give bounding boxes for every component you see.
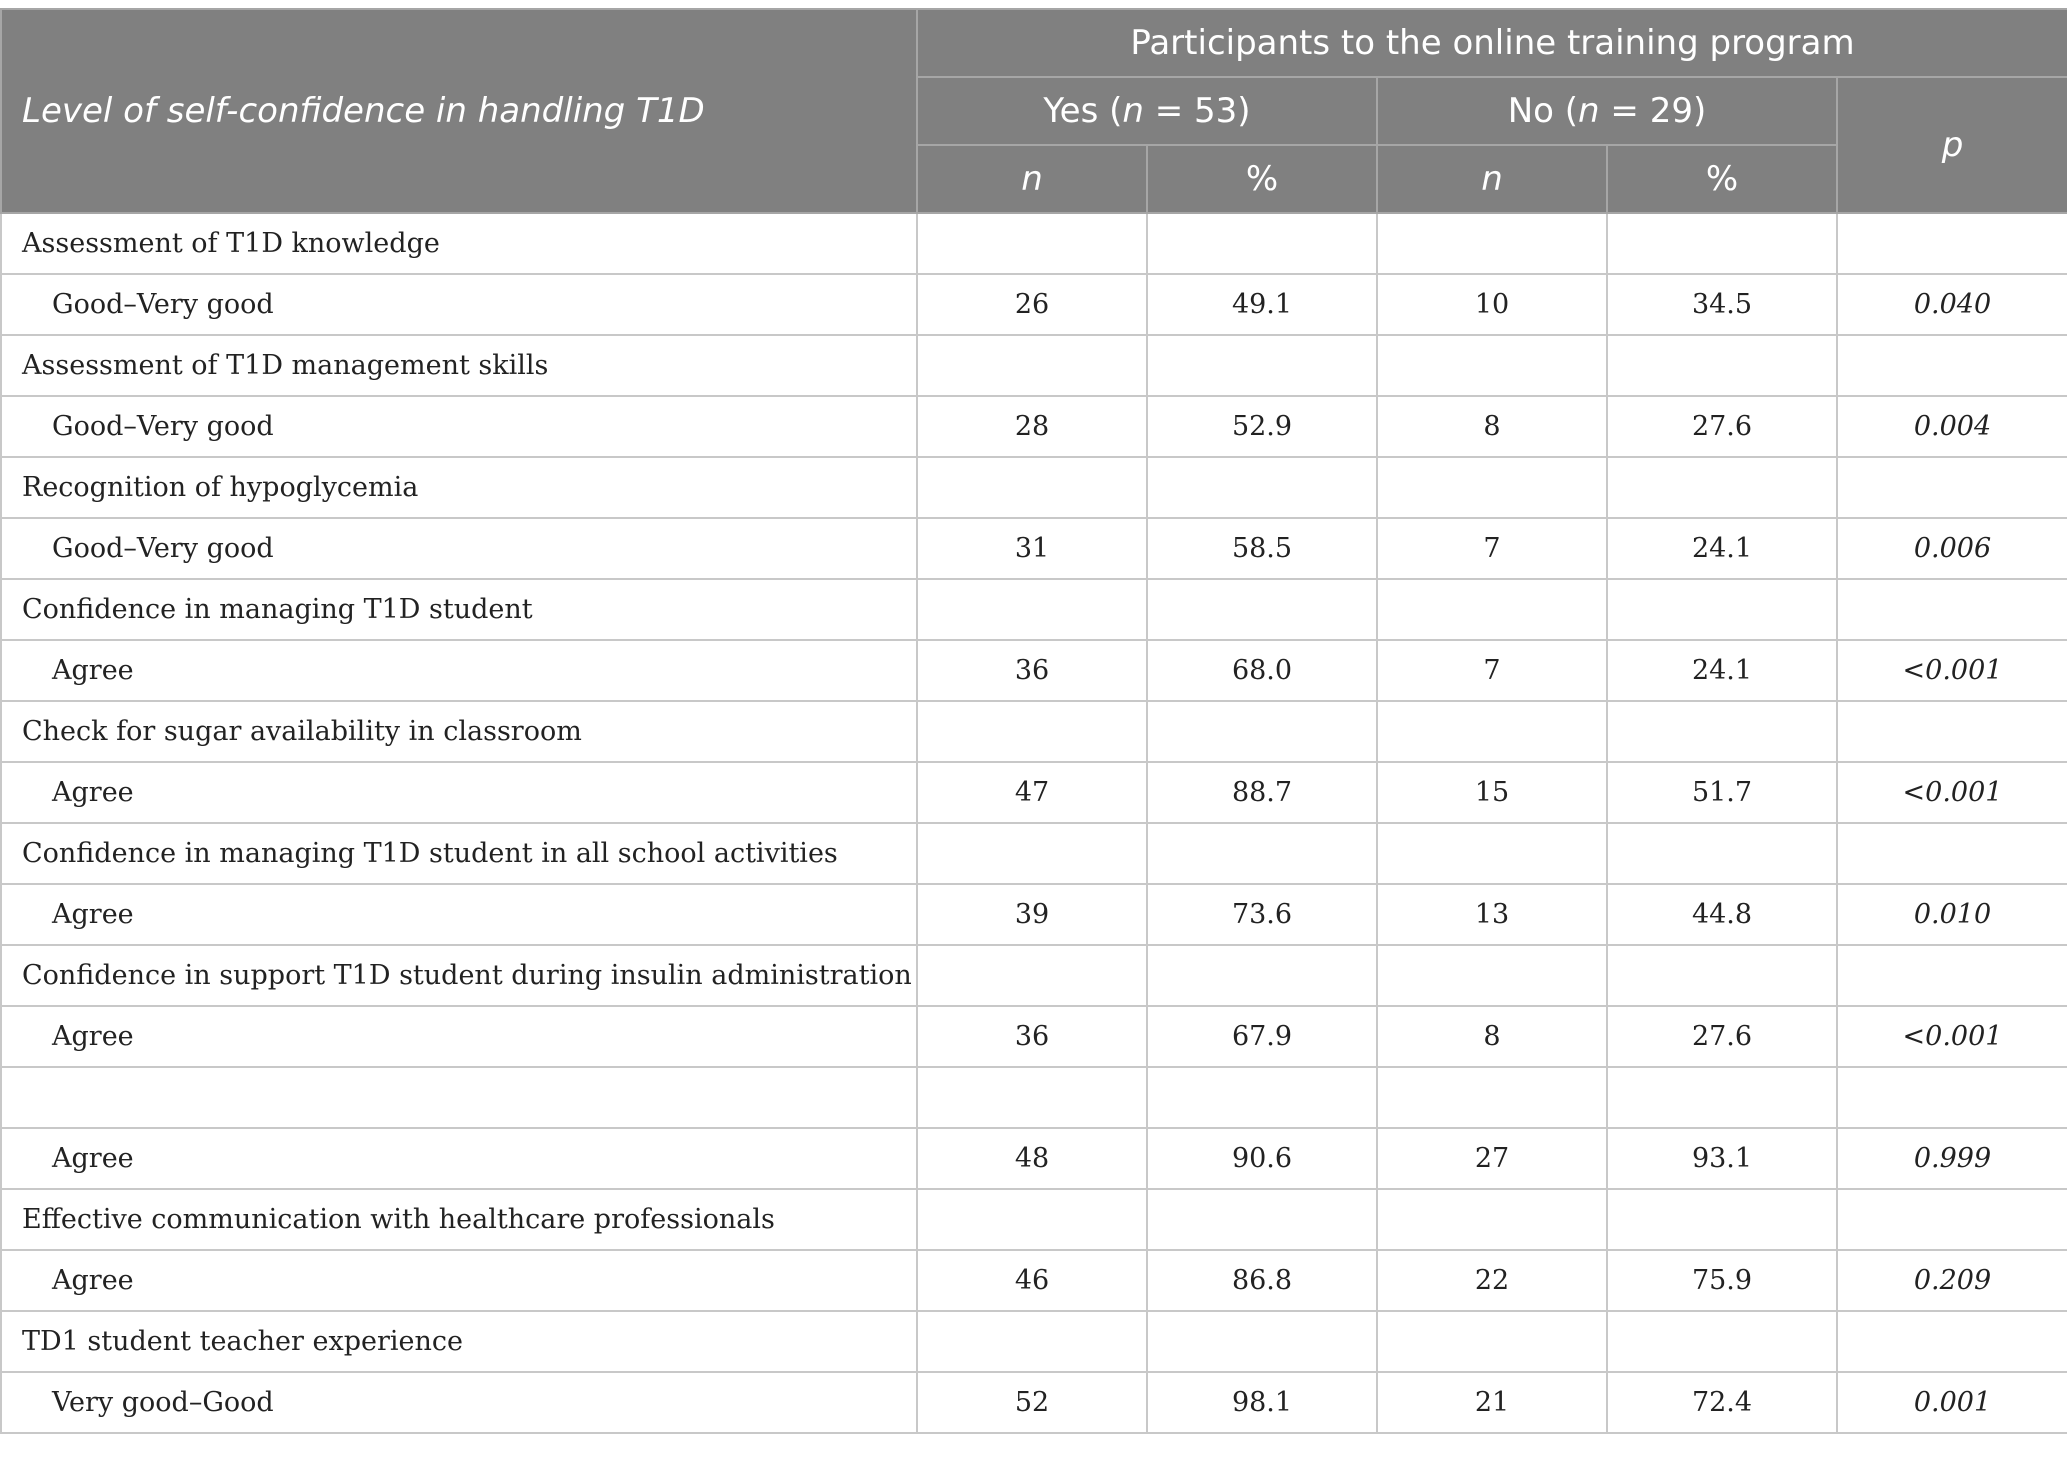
yes-group-header xyxy=(917,77,1377,145)
yes-n-cell: 39 xyxy=(917,884,1147,945)
yes-n-value: = 53) xyxy=(1143,91,1251,131)
empty-cell xyxy=(1147,579,1377,640)
empty-cell xyxy=(917,1067,1147,1128)
yes-n-cell: 52 xyxy=(917,1372,1147,1433)
empty-cell xyxy=(917,1311,1147,1372)
no-n-cell: 8 xyxy=(1377,1006,1607,1067)
table-row-values xyxy=(1,274,2067,335)
row-category-label: Effective communication with healthcare professionals xyxy=(1,1189,917,1250)
empty-cell xyxy=(1377,579,1607,640)
table-row-values xyxy=(1,762,2067,823)
row-category-label xyxy=(1,1067,917,1128)
p-value-cell: 0.999 xyxy=(1837,1128,2067,1189)
table-row-values xyxy=(1,640,2067,701)
empty-cell xyxy=(1607,1189,1837,1250)
no-pct-cell: 75.9 xyxy=(1607,1250,1837,1311)
p-value-cell: 0.040 xyxy=(1837,274,2067,335)
no-n-cell: 27 xyxy=(1377,1128,1607,1189)
empty-cell xyxy=(1147,1189,1377,1250)
table-row-values xyxy=(1,1372,2067,1433)
table-header xyxy=(1,9,2067,213)
row-sublabel: Agree xyxy=(1,1250,917,1311)
no-n-cell: 10 xyxy=(1377,274,1607,335)
empty-cell xyxy=(1147,457,1377,518)
empty-cell xyxy=(1377,701,1607,762)
row-sublabel: Good–Very good xyxy=(1,518,917,579)
no-pct-cell: 93.1 xyxy=(1607,1128,1837,1189)
table-row-values xyxy=(1,396,2067,457)
p-value-cell: 0.010 xyxy=(1837,884,2067,945)
empty-cell xyxy=(1377,1189,1607,1250)
table-row-category xyxy=(1,701,2067,762)
p-value-cell: <0.001 xyxy=(1837,762,2067,823)
empty-cell xyxy=(917,823,1147,884)
table-row-category xyxy=(1,823,2067,884)
no-group-header xyxy=(1377,77,1837,145)
yes-n-cell: 26 xyxy=(917,274,1147,335)
empty-cell xyxy=(1837,457,2067,518)
table-row-category xyxy=(1,335,2067,396)
yes-pct-cell: 90.6 xyxy=(1147,1128,1377,1189)
table-row-category xyxy=(1,213,2067,274)
empty-cell xyxy=(1837,1311,2067,1372)
empty-cell xyxy=(1147,701,1377,762)
empty-cell xyxy=(1607,945,1837,1006)
empty-cell xyxy=(917,213,1147,274)
row-sublabel: Good–Very good xyxy=(1,396,917,457)
no-pct-cell: 34.5 xyxy=(1607,274,1837,335)
yes-pct-cell: 58.5 xyxy=(1147,518,1377,579)
row-category-label: TD1 student teacher experience xyxy=(1,1311,917,1372)
yes-pct-cell: 52.9 xyxy=(1147,396,1377,457)
empty-cell xyxy=(917,457,1147,518)
yes-n-header: n xyxy=(917,145,1147,213)
no-pct-cell: 51.7 xyxy=(1607,762,1837,823)
yes-n-cell: 36 xyxy=(917,1006,1147,1067)
empty-cell xyxy=(1837,579,2067,640)
row-category-label: Confidence in managing T1D student xyxy=(1,579,917,640)
empty-cell xyxy=(1377,1311,1607,1372)
empty-cell xyxy=(1837,1067,2067,1128)
yes-pct-cell: 73.6 xyxy=(1147,884,1377,945)
table-row-values xyxy=(1,1250,2067,1311)
no-pct-cell: 72.4 xyxy=(1607,1372,1837,1433)
empty-cell xyxy=(1607,823,1837,884)
empty-cell xyxy=(1607,457,1837,518)
yes-pct-cell: 68.0 xyxy=(1147,640,1377,701)
results-table xyxy=(0,8,2067,1434)
empty-cell xyxy=(917,1189,1147,1250)
yes-pct-cell: 49.1 xyxy=(1147,274,1377,335)
empty-cell xyxy=(1837,1189,2067,1250)
empty-cell xyxy=(1377,945,1607,1006)
row-sublabel: Very good–Good xyxy=(1,1372,917,1433)
table-row-category xyxy=(1,579,2067,640)
empty-cell xyxy=(1607,213,1837,274)
table-row-values xyxy=(1,1128,2067,1189)
no-pct-cell: 27.6 xyxy=(1607,396,1837,457)
row-sublabel: Agree xyxy=(1,1006,917,1067)
yes-pct-cell: 86.8 xyxy=(1147,1250,1377,1311)
empty-cell xyxy=(1377,823,1607,884)
no-label: No ( xyxy=(1507,91,1579,131)
p-value-cell: 0.004 xyxy=(1837,396,2067,457)
yes-n-cell: 36 xyxy=(917,640,1147,701)
no-n-cell: 8 xyxy=(1377,396,1607,457)
no-n-cell: 21 xyxy=(1377,1372,1607,1433)
table-body xyxy=(1,213,2067,1433)
yes-n-cell: 31 xyxy=(917,518,1147,579)
empty-cell xyxy=(1607,335,1837,396)
group-title-header: Participants to the online training program xyxy=(917,9,2067,77)
table-row-category xyxy=(1,945,2067,1006)
empty-cell xyxy=(1837,213,2067,274)
no-pct-header: % xyxy=(1607,145,1837,213)
empty-cell xyxy=(917,945,1147,1006)
yes-n-symbol: n xyxy=(1122,91,1144,131)
yes-pct-header: % xyxy=(1147,145,1377,213)
empty-cell xyxy=(1837,335,2067,396)
p-value-cell: 0.006 xyxy=(1837,518,2067,579)
no-n-cell: 22 xyxy=(1377,1250,1607,1311)
no-n-cell: 7 xyxy=(1377,640,1607,701)
table-row-values xyxy=(1,884,2067,945)
yes-n-cell: 47 xyxy=(917,762,1147,823)
empty-cell xyxy=(1147,823,1377,884)
empty-cell xyxy=(1377,1067,1607,1128)
empty-cell xyxy=(1147,1311,1377,1372)
table-row-values xyxy=(1,518,2067,579)
table-row-category xyxy=(1,1067,2067,1128)
p-value-cell: 0.001 xyxy=(1837,1372,2067,1433)
table-row-values xyxy=(1,1006,2067,1067)
row-category-label: Recognition of hypoglycemia xyxy=(1,457,917,518)
empty-cell xyxy=(1147,1067,1377,1128)
empty-cell xyxy=(1147,335,1377,396)
p-value-cell: <0.001 xyxy=(1837,640,2067,701)
table-row-category xyxy=(1,457,2067,518)
row-sublabel: Agree xyxy=(1,1128,917,1189)
yes-pct-cell: 98.1 xyxy=(1147,1372,1377,1433)
empty-cell xyxy=(1837,945,2067,1006)
row-category-label: Confidence in support T1D student during insulin administration xyxy=(1,945,917,1006)
yes-n-cell: 48 xyxy=(917,1128,1147,1189)
yes-n-cell: 28 xyxy=(917,396,1147,457)
row-category-label: Assessment of T1D management skills xyxy=(1,335,917,396)
no-pct-cell: 24.1 xyxy=(1607,640,1837,701)
empty-cell xyxy=(1377,213,1607,274)
empty-cell xyxy=(1377,457,1607,518)
yes-pct-cell: 67.9 xyxy=(1147,1006,1377,1067)
empty-cell xyxy=(917,335,1147,396)
no-n-header: n xyxy=(1377,145,1607,213)
empty-cell xyxy=(1147,213,1377,274)
no-pct-cell: 24.1 xyxy=(1607,518,1837,579)
empty-cell xyxy=(1147,945,1377,1006)
no-pct-cell: 27.6 xyxy=(1607,1006,1837,1067)
no-n-cell: 7 xyxy=(1377,518,1607,579)
row-sublabel: Good–Very good xyxy=(1,274,917,335)
table-row-category xyxy=(1,1189,2067,1250)
p-header: p xyxy=(1837,77,2067,213)
p-value-cell: 0.209 xyxy=(1837,1250,2067,1311)
no-n-symbol: n xyxy=(1578,91,1600,131)
row-sublabel: Agree xyxy=(1,884,917,945)
row-category-label: Check for sugar availability in classroom xyxy=(1,701,917,762)
no-pct-cell: 44.8 xyxy=(1607,884,1837,945)
row-label-header: Level of self-confidence in handling T1D xyxy=(1,9,917,213)
table-row-category xyxy=(1,1311,2067,1372)
p-value-cell: <0.001 xyxy=(1837,1006,2067,1067)
empty-cell xyxy=(1607,1067,1837,1128)
no-n-value: = 29) xyxy=(1599,91,1707,131)
yes-n-cell: 46 xyxy=(917,1250,1147,1311)
row-sublabel: Agree xyxy=(1,762,917,823)
empty-cell xyxy=(1837,701,2067,762)
yes-label: Yes ( xyxy=(1043,91,1123,131)
row-sublabel: Agree xyxy=(1,640,917,701)
empty-cell xyxy=(1607,701,1837,762)
empty-cell xyxy=(1837,823,2067,884)
empty-cell xyxy=(917,701,1147,762)
row-category-label: Assessment of T1D knowledge xyxy=(1,213,917,274)
yes-pct-cell: 88.7 xyxy=(1147,762,1377,823)
empty-cell xyxy=(1607,1311,1837,1372)
row-category-label: Confidence in managing T1D student in all school activities xyxy=(1,823,917,884)
no-n-cell: 13 xyxy=(1377,884,1607,945)
no-n-cell: 15 xyxy=(1377,762,1607,823)
empty-cell xyxy=(917,579,1147,640)
empty-cell xyxy=(1607,579,1837,640)
empty-cell xyxy=(1377,335,1607,396)
